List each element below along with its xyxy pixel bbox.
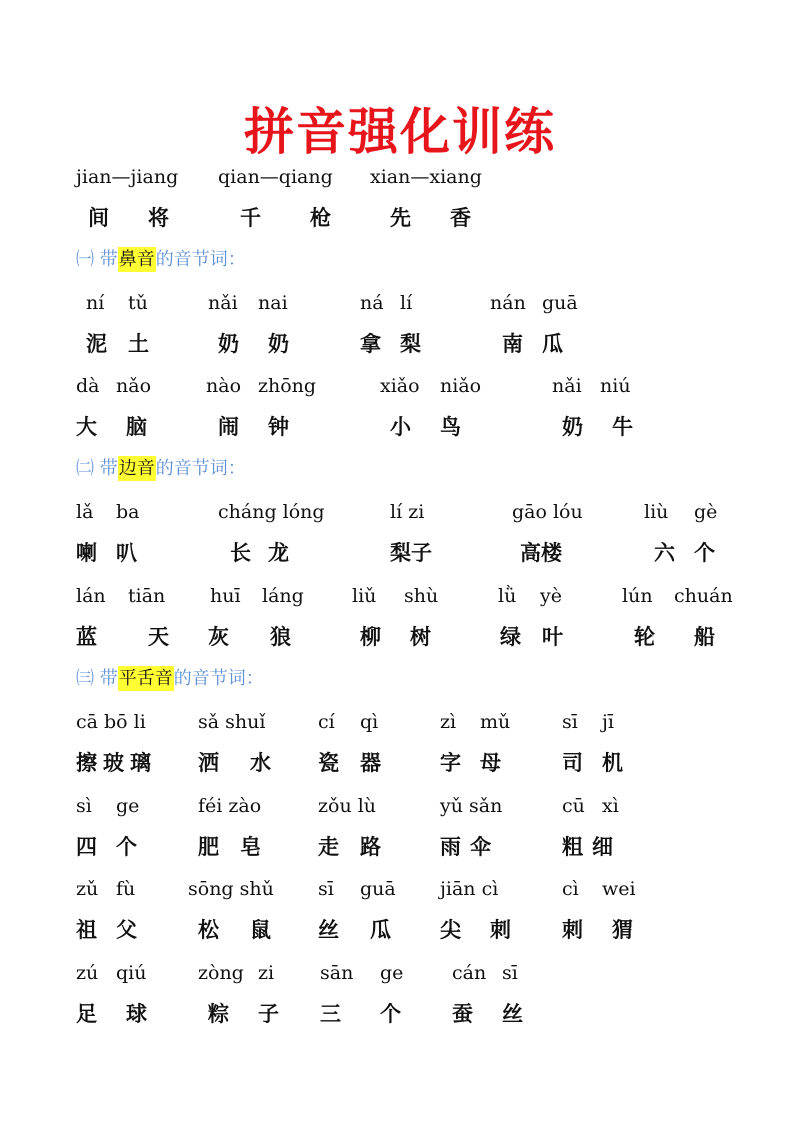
hanzi: 大 [76,415,97,439]
hanzi: 叭 [116,541,137,565]
hanzi: 天 [148,625,169,649]
hanzi-row [0,533,800,573]
pinyin: ní [86,292,105,314]
pinyin: gāo lóu [512,501,583,523]
hanzi: 树 [410,625,431,649]
section-heading-lateral [76,449,246,489]
hanzi: 瓜 [542,332,563,356]
hanzi: 高楼 [520,541,562,565]
hanzi: 六 [654,541,675,565]
pinyin: cì [562,878,579,900]
hanzi: 脑 [126,415,147,439]
hanzi: 猬 [612,918,633,942]
hanzi: 足 [76,1002,97,1026]
pinyin: cā bō li [76,711,146,733]
pinyin: nào [206,375,242,397]
hanzi: 蚕 [452,1002,473,1026]
hanzi: 绿 [500,625,521,649]
hanzi: 鸟 [440,415,461,439]
pinyin: sī [562,711,578,733]
hanzi: 肥 [198,835,219,859]
hanzi: 长 [230,541,251,565]
pinyin: jī [602,711,614,733]
pinyin: wei [602,878,636,900]
pinyin: lí zi [390,501,425,523]
pinyin: dà [76,375,100,397]
hanzi: 伞 [470,835,491,859]
section-heading-flat-tongue [76,659,264,699]
pinyin: lí [400,292,413,314]
hanzi: 子 [258,1002,279,1026]
pinyin: shù [404,585,439,607]
hanzi: 路 [360,835,381,859]
hanzi: 字 [440,751,461,775]
hanzi-row [0,994,800,1034]
pinyin: zǔ [76,878,99,900]
pinyin: tǔ [128,292,148,314]
hanzi: 三 [320,1002,341,1026]
pinyin: yè [540,585,562,607]
pinyin: cháng lóng [218,501,325,523]
hanzi: 狼 [270,625,291,649]
hanzi: 球 [126,1002,147,1026]
pinyin-row [0,869,800,909]
highlighted-term: 边音 [118,458,155,479]
pinyin: cū [562,795,585,817]
pinyin-row [0,953,800,993]
pinyin: sān [320,962,354,984]
hanzi: 四 [76,835,97,859]
pinyin: yǔ sǎn [440,795,503,817]
hanzi: 皂 [240,835,261,859]
hanzi: 粗 [562,835,583,859]
hanzi: 丝 [502,1002,523,1026]
pinyin: liǔ [352,585,377,607]
hanzi: 瓜 [370,918,391,942]
pinyin: gè [694,501,718,523]
hanzi: 擦玻璃 [76,751,157,775]
hanzi: 喇 [76,541,97,565]
hanzi: 灰 [208,625,229,649]
pinyin: ná [360,292,384,314]
hanzi: 南 [502,332,523,356]
pinyin: tiān [128,585,166,607]
pinyin-row [0,492,800,532]
pinyin: qiú [116,962,147,984]
hanzi: 香 [450,206,471,230]
pinyin: jiān cì [440,878,499,900]
pinyin: ge [116,795,140,817]
section-suffix: 的音节词： [155,249,246,270]
hanzi-row [0,743,800,783]
pinyin: sōng shǔ [188,878,274,900]
pinyin: cán [452,962,487,984]
pinyin: zì [440,711,457,733]
hanzi: 个 [380,1002,401,1026]
hanzi: 细 [592,835,613,859]
hanzi: 奶 [268,332,289,356]
pinyin: lǜ [498,585,517,607]
hanzi-row [0,324,800,364]
pinyin: chuán [674,585,733,607]
hanzi: 祖 [76,918,97,942]
hanzi: 千 [240,206,261,230]
pinyin: guā [542,292,578,314]
hanzi: 龙 [268,541,289,565]
hanzi: 闹 [218,415,239,439]
hanzi: 柳 [360,625,381,649]
hanzi: 粽 [208,1002,229,1026]
hanzi: 丝 [318,918,339,942]
pinyin: sī [502,962,518,984]
pinyin: qì [360,711,379,733]
intro-hanzi-row [0,198,800,238]
pinyin-row [0,283,800,323]
hanzi: 间 [88,206,109,230]
hanzi: 松 [198,918,219,942]
pinyin: mǔ [480,711,511,733]
pinyin: xiǎo [380,375,420,397]
pinyin-row [0,702,800,742]
pinyin: qian—qiang [218,166,333,188]
section-heading-nasal [76,240,246,280]
pinyin: niú [600,375,631,397]
hanzi: 刺 [490,918,511,942]
pinyin: zòng [198,962,244,984]
hanzi-row [0,617,800,657]
section-prefix: ㈡ 带 [76,458,118,479]
hanzi: 司 [562,751,583,775]
pinyin: xì [602,795,619,817]
pinyin: jian—jiang [76,166,179,188]
pinyin: lún [622,585,653,607]
hanzi: 器 [360,751,381,775]
page-title: 拼音强化训练 [244,103,556,161]
hanzi: 先 [390,206,411,230]
hanzi: 机 [602,751,623,775]
pinyin: láng [262,585,304,607]
hanzi: 泥 [86,332,107,356]
hanzi: 父 [116,918,137,942]
pinyin: cí [318,711,335,733]
highlighted-term: 平舌音 [118,668,173,689]
hanzi: 小 [390,415,411,439]
pinyin: féi zào [198,795,262,817]
hanzi: 拿 [360,332,381,356]
section-prefix: ㈢ 带 [76,668,118,689]
hanzi: 洒 [198,751,219,775]
pinyin: ge [380,962,404,984]
hanzi: 母 [480,751,501,775]
pinyin: sì [76,795,92,817]
hanzi: 奶 [218,332,239,356]
pinyin: xian—xiang [370,166,482,188]
pinyin: nán [490,292,526,314]
pinyin: niǎo [440,375,482,397]
hanzi: 个 [694,541,715,565]
hanzi: 奶 [562,415,583,439]
hanzi: 梨子 [390,541,432,565]
pinyin: sī [318,878,334,900]
hanzi: 叶 [542,625,563,649]
hanzi: 轮 [634,625,655,649]
section-suffix: 的音节词： [155,458,246,479]
pinyin: sǎ shuǐ [198,711,266,733]
hanzi: 走 [318,835,339,859]
hanzi: 枪 [310,206,331,230]
section-suffix: 的音节词： [173,668,264,689]
hanzi-row [0,910,800,950]
pinyin: nǎi [552,375,582,397]
pinyin: zǒu lù [318,795,377,817]
pinyin: nǎo [116,375,152,397]
pinyin: zhōng [258,375,317,397]
hanzi: 蓝 [76,625,97,649]
pinyin: huī [210,585,241,607]
intro-pinyin-row [0,157,800,197]
section-prefix: ㈠ 带 [76,249,118,270]
pinyin: fù [116,878,136,900]
hanzi: 土 [128,332,149,356]
pinyin: lǎ [76,501,94,523]
pinyin-row [0,576,800,616]
highlighted-term: 鼻音 [118,249,155,270]
hanzi: 将 [148,206,169,230]
pinyin: nai [258,292,288,314]
hanzi-row [0,407,800,447]
pinyin: liù [644,501,669,523]
hanzi: 钟 [268,415,289,439]
pinyin: nǎi [208,292,238,314]
hanzi: 梨 [400,332,421,356]
hanzi: 鼠 [250,918,271,942]
hanzi: 瓷 [318,751,339,775]
pinyin: zi [258,962,275,984]
hanzi: 个 [116,835,137,859]
pinyin-row [0,366,800,406]
pinyin: ba [116,501,140,523]
pinyin: lán [76,585,106,607]
hanzi: 船 [694,625,715,649]
hanzi: 水 [250,751,271,775]
pinyin-row [0,786,800,826]
hanzi: 牛 [612,415,633,439]
hanzi-row [0,827,800,867]
hanzi: 刺 [562,918,583,942]
pinyin: zú [76,962,99,984]
hanzi: 尖 [440,918,461,942]
hanzi: 雨 [440,835,461,859]
pinyin: guā [360,878,396,900]
